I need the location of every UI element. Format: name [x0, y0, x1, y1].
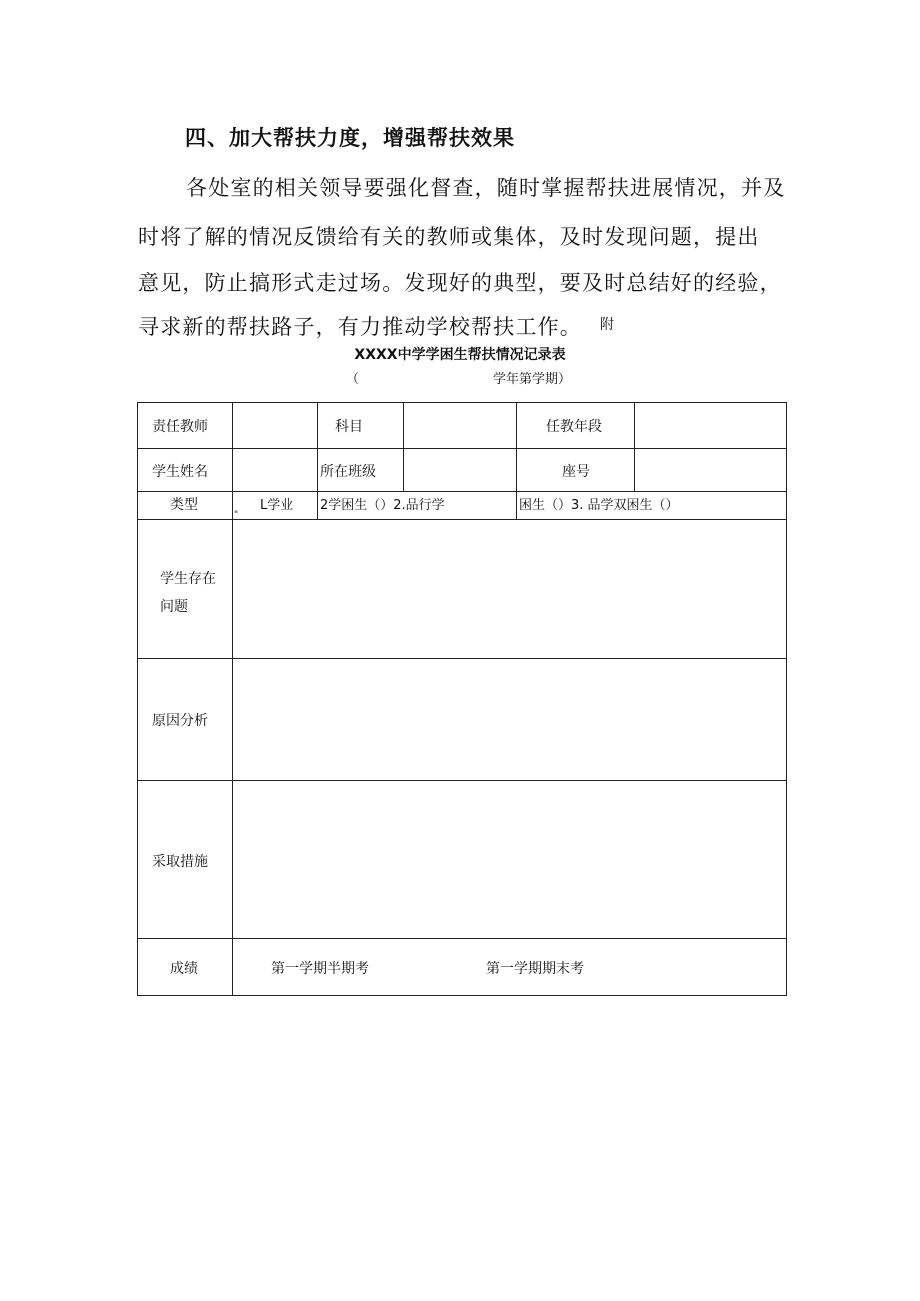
label-class: 所在班级	[320, 464, 376, 480]
row-divider	[137, 658, 787, 659]
measures-field[interactable]	[234, 782, 785, 937]
label-column-divider	[232, 402, 233, 996]
label-seat: 座号	[562, 464, 590, 480]
label-scores: 成绩	[170, 961, 198, 977]
paragraph-line-2: 时将了解的情况反馈给有关的教师或集体，及时发现问题，提出	[138, 225, 760, 249]
final-score-label: 第一学期期末考	[486, 961, 584, 977]
label-grade-level: 任教年段	[546, 419, 602, 435]
table-border-bottom	[137, 995, 787, 996]
attachment-label: 附	[600, 317, 614, 333]
problems-field[interactable]	[234, 521, 785, 657]
cause-field[interactable]	[234, 660, 785, 779]
row-divider	[137, 938, 787, 939]
midterm-score-label: 第一学期半期考	[271, 961, 369, 977]
paragraph-line-1: 各处室的相关领导要强化督查，随时掌握帮扶进展情况，并及	[186, 176, 786, 200]
type-option-wrap-mark: "	[234, 510, 239, 520]
student-name-field[interactable]	[234, 450, 316, 490]
label-problems-line1: 学生存在	[160, 571, 216, 587]
section-heading: 四、加大帮扶力度，增强帮扶效果	[185, 126, 515, 150]
teacher-field[interactable]	[234, 404, 316, 447]
label-problems-line2: 问题	[160, 599, 188, 615]
column-divider	[634, 402, 635, 492]
label-cause: 原因分析	[152, 713, 208, 729]
label-subject: 科目	[335, 419, 363, 435]
form-subtitle-term: 学年第学期）	[493, 372, 572, 387]
table-border-top	[137, 402, 787, 403]
paragraph-line-3: 意见，防止搞形式走过场。发现好的典型，要及时总结好的经验，	[138, 271, 782, 295]
seat-field[interactable]	[636, 450, 785, 490]
class-field[interactable]	[405, 450, 515, 490]
label-measures: 采取措施	[152, 854, 208, 870]
type-option-academic[interactable]: L学业	[260, 498, 294, 513]
row-divider	[137, 780, 787, 781]
paragraph-line-4: 寻求新的帮扶路子，有力推动学校帮扶工作。	[138, 315, 582, 339]
column-divider	[516, 402, 517, 520]
form-subtitle-open: （	[346, 372, 360, 387]
type-option-behavior[interactable]: 2学困生（）2.品行学	[320, 498, 445, 513]
column-divider	[403, 402, 404, 492]
label-teacher: 责任教师	[152, 419, 208, 435]
form-title: XXXX中学学困生帮扶情况记录表	[354, 347, 566, 363]
subject-field[interactable]	[405, 404, 515, 447]
grade-level-field[interactable]	[636, 404, 785, 447]
label-student-name: 学生姓名	[152, 464, 208, 480]
type-option-both[interactable]: 困生（）3. 品学双困生（）	[519, 498, 679, 513]
row-divider	[137, 448, 787, 449]
label-type: 类型	[170, 497, 198, 513]
column-divider	[317, 402, 318, 520]
row-divider	[137, 491, 787, 492]
